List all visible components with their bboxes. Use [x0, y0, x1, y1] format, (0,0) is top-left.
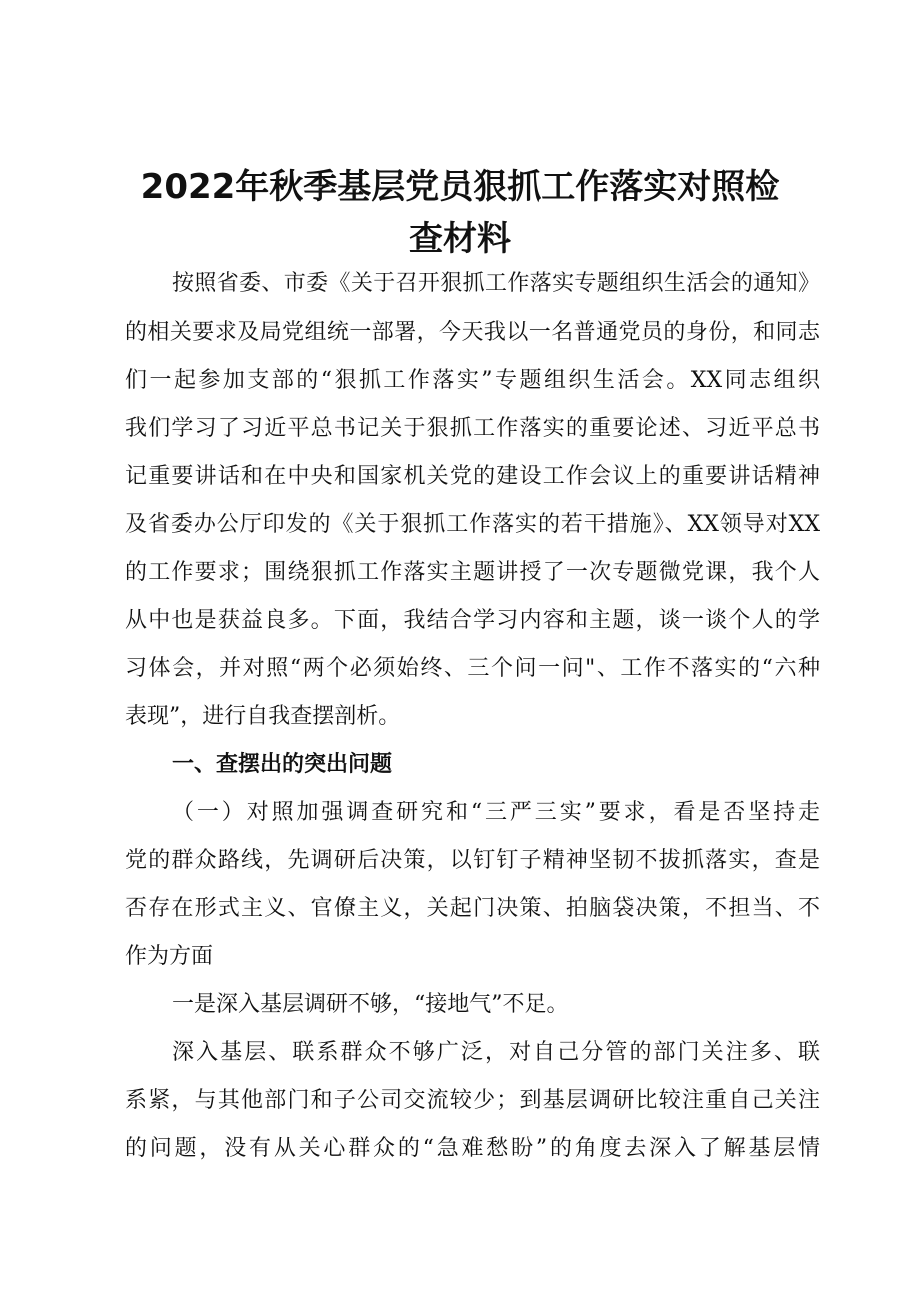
- subsection-line-1: （一）对照加强调查研究和“三严三实”要求，看是否坚持走: [172, 800, 820, 825]
- document-title-line-2: 查材料: [409, 219, 511, 259]
- subsection-line-3: 否存在形式主义、官僚主义，关起门决策、拍脑袋决策，不担当、不: [125, 896, 820, 921]
- subsection-line-4: 作为方面: [125, 944, 214, 969]
- intro-line-7: 的工作要求；围绕狠抓工作落实主题讲授了一次专题微党课，我个人: [125, 560, 820, 585]
- document-title-line-1: 2022年秋季基层党员狠抓工作落实对照检: [140, 167, 780, 207]
- intro-line-10: 表现”，进行自我查摆剖析。: [125, 704, 401, 729]
- subsection-line-2: 党的群众路线，先调研后决策，以钉钉子精神坚韧不拔抓落实，查是: [125, 848, 820, 873]
- intro-line-9: 习体会，并对照“两个必须始终、三个问一问"、工作不落实的“六种: [125, 656, 820, 681]
- detail-line-2: 系紧，与其他部门和子公司交流较少；到基层调研比较注重自己关注: [125, 1088, 820, 1113]
- intro-line-6: 及省委办公厅印发的《关于狠抓工作落实的若干措施》、XX领导对XX: [125, 512, 820, 537]
- point-heading: 一是深入基层调研不够，“接地气”不足。: [172, 992, 569, 1017]
- intro-line-1: 按照省委、市委《关于召开狠抓工作落实专题组织生活会的通知》: [172, 271, 820, 296]
- intro-line-2: 的相关要求及局党组统一部署，今天我以一名普通党员的身份，和同志: [125, 320, 820, 345]
- detail-line-3: 的问题，没有从关心群众的“急难愁盼”的角度去深入了解基层情: [125, 1136, 820, 1161]
- intro-line-4: 我们学习了习近平总书记关于狠抓工作落实的重要论述、习近平总书: [125, 416, 820, 441]
- intro-line-8: 从中也是获益良多。下面，我结合学习内容和主题，谈一谈个人的学: [125, 608, 820, 633]
- detail-line-1: 深入基层、联系群众不够广泛，对自己分管的部门关注多、联: [172, 1040, 820, 1065]
- section-heading: 一、查摆出的突出问题: [172, 752, 393, 777]
- intro-line-5: 记重要讲话和在中央和国家机关党的建设工作会议上的重要讲话精神: [125, 464, 820, 489]
- intro-line-3: 们一起参加支部的“狠抓工作落实”专题组织生活会。XX同志组织: [125, 368, 820, 393]
